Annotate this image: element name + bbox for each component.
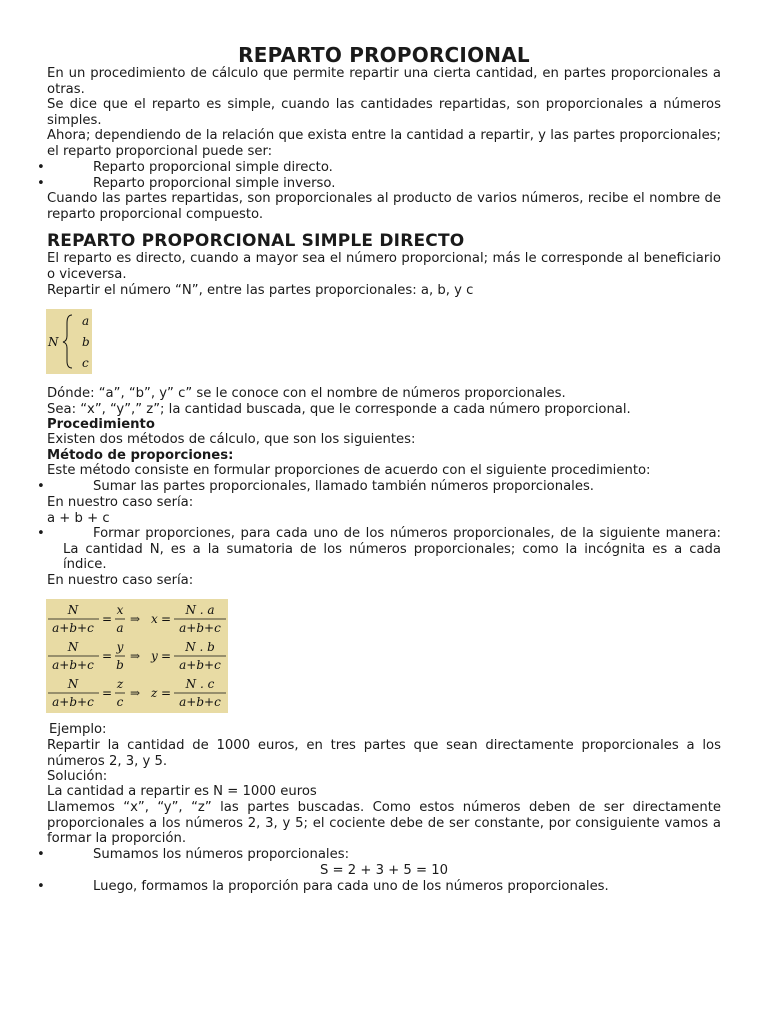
fraction-denominator: a+b+c	[52, 658, 94, 672]
unknown-variable: y	[151, 649, 158, 663]
fraction-denominator: c	[116, 695, 124, 709]
example-paragraph-3: Llamemos “x”, “y”, “z” las partes buscadas. Como estos números deben de ser directamente proporcionales a los números 2, 3, y 5; el cociente debe de ser constante, por consiguiente vamos a formar la proporción.	[47, 800, 721, 847]
fraction-numerator: x	[116, 603, 124, 617]
list-item	[37, 526, 721, 573]
intro-paragraph-4: Cuando las partes repartidas, son proporcionales al producto de varios números, recibe el nombre de reparto proporcional compuesto.	[47, 191, 721, 222]
fraction-numerator: N . a	[185, 603, 215, 617]
bullet-icon: •	[37, 879, 45, 894]
fraction-denominator: a+b+c	[52, 621, 94, 635]
section-paragraph-6: Este método consiste en formular proporciones de acuerdo con el siguiente procedimiento:	[47, 463, 651, 478]
list-item-text: Reparto proporcional simple directo.	[93, 160, 333, 175]
fraction-numerator: y	[116, 640, 124, 654]
intro-paragraph-1: En un procedimiento de cálculo que permite repartir una cierta cantidad, en partes proporcionales a otras.	[47, 66, 721, 97]
equals-sign: =	[101, 612, 113, 626]
formula-b: b	[82, 335, 90, 349]
proportion-row	[48, 640, 226, 672]
fraction-denominator: a	[116, 621, 124, 635]
page-title: REPARTO PROPORCIONAL	[238, 43, 530, 67]
fraction-denominator: a+b+c	[52, 695, 94, 709]
equals-sign: =	[160, 649, 172, 663]
example-paragraph-1: Repartir la cantidad de 1000 euros, en tres partes que sean directamente proporcionales a los números 2, 3, y 5.	[47, 738, 721, 769]
equals-sign: =	[101, 649, 113, 663]
fraction-denominator: a+b+c	[179, 621, 221, 635]
fraction-denominator: a+b+c	[179, 658, 221, 672]
intro-paragraph-2: Se dice que el reparto es simple, cuando las cantidades repartidas, son proporcionales a números simples.	[47, 97, 721, 128]
section-paragraph-3: Dónde: “a”, “b”, y” c” se le conoce con el nombre de números proporcionales.	[47, 386, 566, 401]
equals-sign: =	[101, 686, 113, 700]
bullet-icon: •	[37, 847, 45, 862]
fraction-numerator: N	[67, 640, 79, 654]
list-item-text: Reparto proporcional simple inverso.	[93, 176, 336, 191]
bullet-icon: •	[37, 526, 45, 541]
proportion-row	[48, 603, 226, 635]
fraction-denominator: b	[116, 658, 124, 672]
proportion-row	[48, 677, 226, 709]
metodo-heading: Método de proporciones:	[47, 448, 234, 463]
fraction-numerator: N . b	[185, 640, 215, 654]
list-item-text: Sumar las partes proporcionales, llamado también números proporcionales.	[93, 479, 595, 494]
implies-icon: ⇒	[130, 649, 141, 663]
section-paragraph-1: El reparto es directo, cuando a mayor sea el número proporcional; más le corresponde al beneficiario o viceversa.	[47, 251, 721, 282]
example-paragraph-2: La cantidad a repartir es N = 1000 euros	[47, 784, 317, 799]
fraction-numerator: N	[67, 677, 79, 691]
section-paragraph-2: Repartir el número “N”, entre las partes proporcionales: a, b, y c	[47, 283, 474, 298]
list-item-text: Sumamos los números proporcionales:	[93, 847, 350, 862]
proportions-figure	[46, 599, 228, 713]
fraction-numerator: z	[116, 677, 124, 691]
section-paragraph-5: Existen dos métodos de cálculo, que son los siguientes:	[47, 432, 416, 447]
fraction-numerator: N . c	[185, 677, 215, 691]
unknown-variable: z	[151, 686, 158, 700]
formula-n: N	[48, 335, 59, 349]
bullet-icon: •	[37, 160, 45, 175]
implies-icon: ⇒	[130, 686, 141, 700]
equals-sign: =	[160, 686, 172, 700]
bullet-icon: •	[37, 176, 45, 191]
section-heading: REPARTO PROPORCIONAL SIMPLE DIRECTO	[47, 231, 465, 251]
section-paragraph-4: Sea: “x”, “y”,” z”; la cantidad buscada, que le corresponde a cada número proporcional.	[47, 402, 631, 417]
formula-c: c	[82, 356, 89, 370]
list-item-text: Luego, formamos la proporción para cada uno de los números proporcionales.	[93, 879, 609, 894]
caso-label-2: En nuestro caso sería:	[47, 573, 194, 588]
equals-sign: =	[160, 612, 172, 626]
solucion-label: Solución:	[47, 769, 108, 784]
bullet-icon: •	[37, 479, 45, 494]
intro-paragraph-3: Ahora; dependiendo de la relación que exista entre la cantidad a repartir, y las partes proporcionales; el reparto proporcional puede ser:	[47, 128, 721, 159]
example-label: Ejemplo:	[49, 722, 107, 737]
list-item-text: Formar proporciones, para cada uno de los números proporcionales, de la siguiente manera: La cantidad N, es a la sumatoria de los números proporcionales; como la incógnita es a cada índice.	[63, 526, 721, 573]
unknown-variable: x	[151, 612, 158, 626]
sum-expression: a + b + c	[47, 511, 110, 526]
caso-label-1: En nuestro caso sería:	[47, 495, 194, 510]
fraction-numerator: N	[67, 603, 79, 617]
sum-result: S = 2 + 3 + 5 = 10	[319, 863, 449, 878]
formula-a: a	[82, 314, 90, 328]
implies-icon: ⇒	[130, 612, 141, 626]
procedimiento-heading: Procedimiento	[47, 417, 155, 432]
n-parts-figure	[46, 309, 92, 374]
fraction-denominator: a+b+c	[179, 695, 221, 709]
